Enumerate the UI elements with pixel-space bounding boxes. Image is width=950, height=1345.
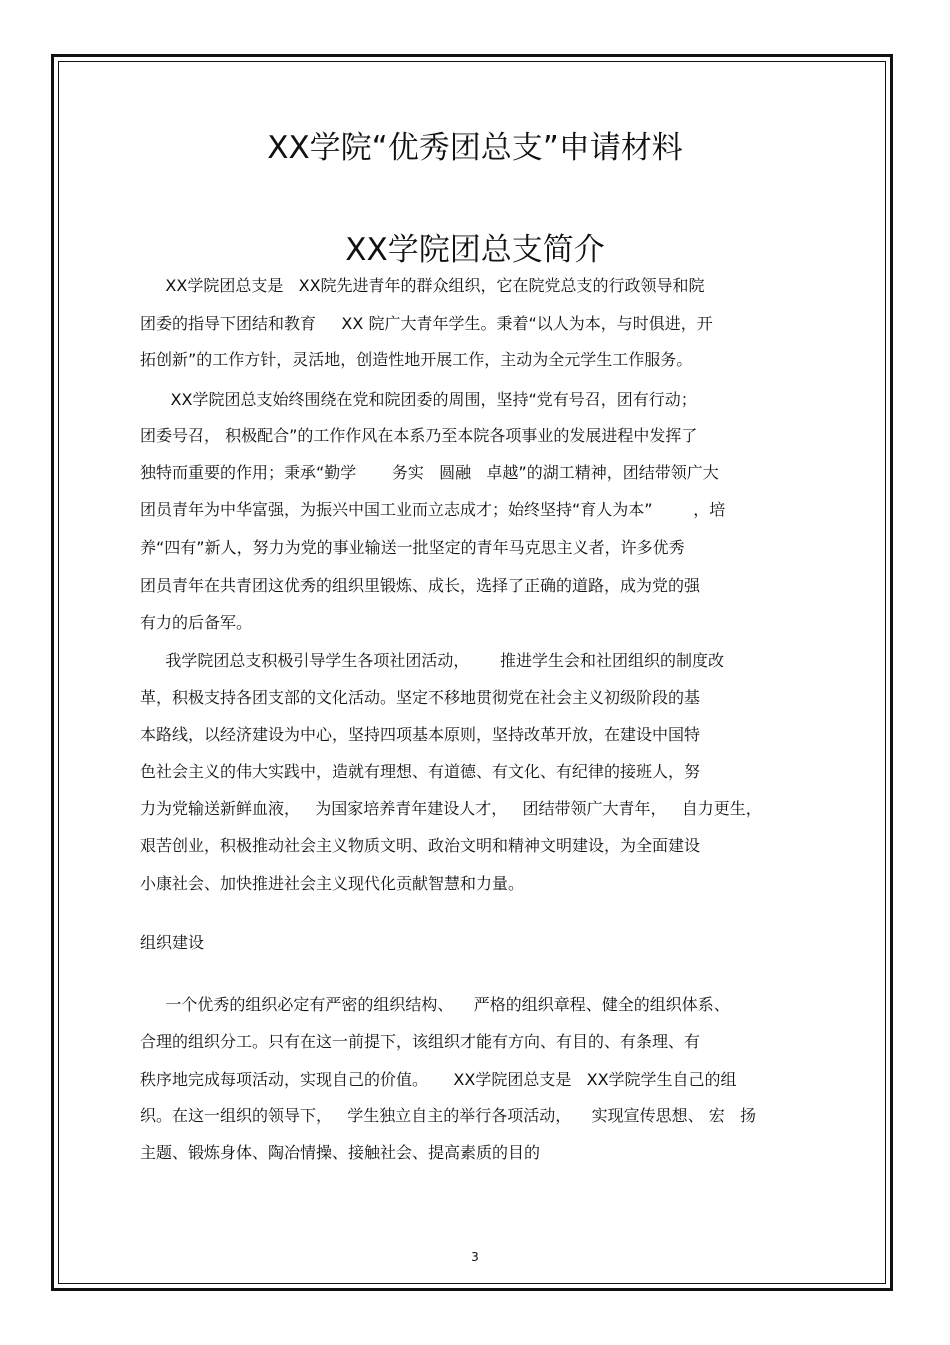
paragraph-line: 一个优秀的组织必定有严密的组织结构、 严格的组织章程、健全的组织体系、 [140,995,730,1014]
paragraph-line: 本路线，以经济建设为中心，坚持四项基本原则，坚持改革开放，在建设中国特 [140,725,701,744]
paragraph-line: 团委号召， 积极配合”的工作作风在本系乃至本院各项事业的发展进程中发挥了 [140,426,698,445]
paragraph-line: 织。在这一组织的领导下， 学生独立自主的举行各项活动， 实现宣传思想、 宏 扬 [140,1106,756,1125]
paragraph-line: 力为党输送新鲜血液， 为国家培养青年建设人才， 团结带领广大青年， 自力更生， [140,799,762,818]
paragraph-line: 主题、锻炼身体、陶冶情操、接触社会、提高素质的目的 [140,1143,541,1162]
document-title: XX学院“优秀团总支”申请材料 [267,130,683,166]
paragraph-line: 秩序地完成每项活动，实现自己的价值。 XX学院团总支是 XX学院学生自己的组 [140,1070,737,1089]
document-subtitle: XX学院团总支简介 [345,232,605,268]
paragraph-line: 团委的指导下团结和教育 XX 院广大青年学生。秉着“以人为本，与时俱进，开 [140,314,713,333]
paragraph-line: 小康社会、加快推进社会主义现代化贡献智慧和力量。 [140,874,525,893]
paragraph-line: 色社会主义的伟大实践中，造就有理想、有道德、有文化、有纪律的接班人，努 [140,762,701,781]
paragraph-line: XX学院团总支是 XX院先进青年的群众组织，它在院党总支的行政领导和院 [140,276,705,295]
paragraph-line: 艰苦创业，积极推动社会主义物质文明、政治文明和精神文明建设，为全面建设 [140,836,701,855]
page-number: 3 [471,1250,479,1264]
section-heading: 组织建设 [140,933,205,952]
paragraph-line: 团员青年为中华富强，为振兴中国工业而立志成才；始终坚持“育人为本” ，培 [140,500,726,519]
paragraph-line: 养“四有”新人，努力为党的事业输送一批坚定的青年马克思主义者，许多优秀 [140,538,685,557]
paragraph-line: 拓创新”的工作方针，灵活地，创造性地开展工作，主动为全元学生工作服务。 [140,350,693,369]
paragraph-line: 有力的后备军。 [140,613,253,632]
paragraph-line: 合理的组织分工。只有在这一前提下，该组织才能有方向、有目的、有条理、有 [140,1032,701,1051]
paragraph-line: 我学院团总支积极引导学生各项社团活动， 推进学生会和社团组织的制度改 [140,651,724,670]
paragraph-line: 革，积极支持各团支部的文化活动。坚定不移地贯彻党在社会主义初级阶段的基 [140,688,701,707]
paragraph-line: XX学院团总支始终围绕在党和院团委的周围，坚持“党有号召，团有行动； [140,390,697,409]
paragraph-line: 独特而重要的作用；秉承“勤学 务实 圆融 卓越”的湖工精神，团结带领广大 [140,463,719,482]
paragraph-line: 团员青年在共青团这优秀的组织里锻炼、成长，选择了正确的道路，成为党的强 [140,576,701,595]
